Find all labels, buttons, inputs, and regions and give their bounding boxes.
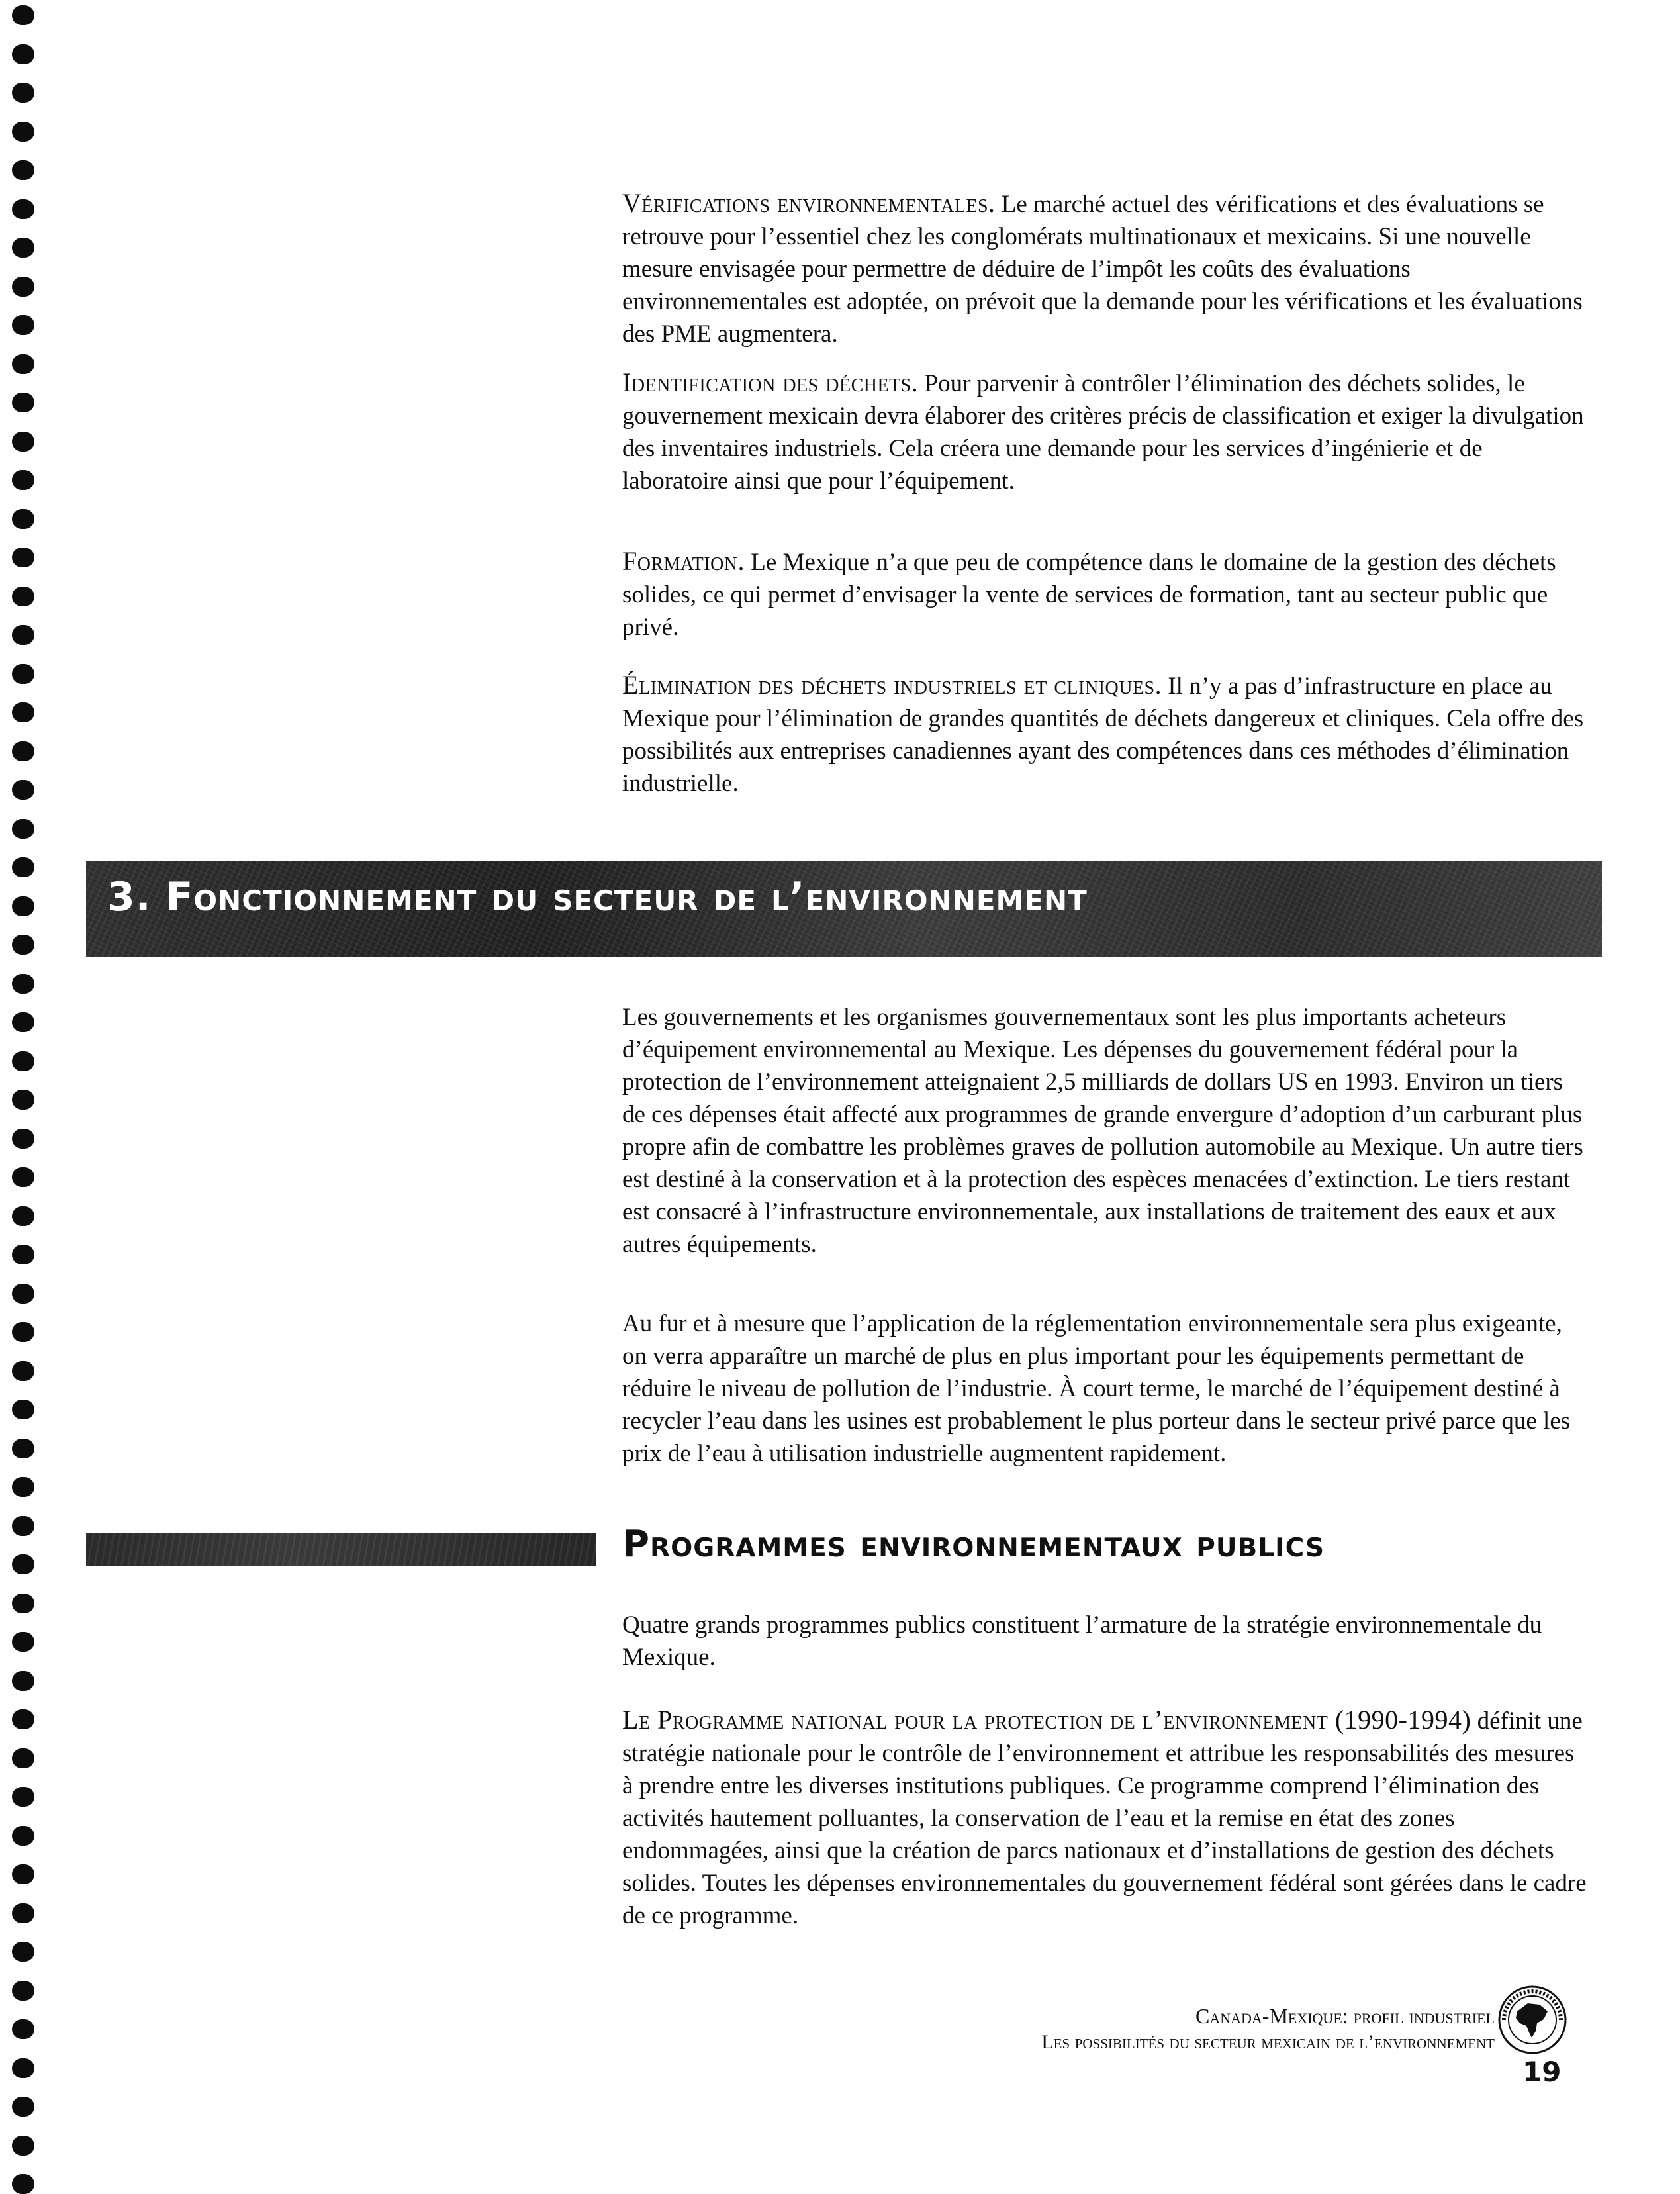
north-america-seal-icon <box>1497 1985 1567 2055</box>
binding-hole <box>12 1554 34 1574</box>
section-body: Il n’y a pas d’infrastructure en place au Mexique pour l’élimination de grandes quantités de déchets dangereux et cliniques. Cela offre des possibilités aux entreprises canadiennes ayant des compétences dans ces méthodes d’élimination industrielle. <box>622 673 1584 797</box>
binding-hole <box>12 1981 34 2001</box>
binding-hole <box>12 1361 34 1381</box>
binding-hole <box>12 1516 34 1536</box>
binding-hole <box>12 354 34 374</box>
binding-hole <box>12 1709 34 1729</box>
binding-hole <box>12 1167 34 1187</box>
binding-hole <box>12 1322 34 1342</box>
section3-paragraph-1: Les gouvernements et les organismes gouvernementaux sont les plus importants acheteurs d’équipement environnemental au Mexique. Les dépenses du gouvernement fédéral pour la protection de l’environnement atteignaient 2,5 milliards de dollars US en 1993. Environ un tiers de ces dépenses était affecté aux programmes de grande envergure d’adoption d’un carburant plus propre afin de combattre les problèmes graves de pollution automobile au Mexique. Un autre tiers est destiné à la conservation et à la protection des espèces menacées d’extinction. Le tiers restant est consacré à l’infrastructure environnementale, aux installations de traitement des eaux et aux autres équipements. <box>622 1004 1583 1258</box>
binding-hole <box>12 1206 34 1226</box>
binding-hole <box>12 2019 34 2039</box>
top-sections <box>622 187 1589 350</box>
binding-hole <box>12 819 34 839</box>
binding-hole <box>12 1632 34 1652</box>
binding-hole <box>12 896 34 916</box>
binding-hole <box>12 2136 34 2156</box>
footer-title: Canada-Mexique: profil industriel <box>1195 2004 1495 2028</box>
section-verifications <box>622 187 1589 350</box>
binding-hole <box>12 780 34 800</box>
binding-hole <box>12 83 34 103</box>
binding-hole <box>12 1748 34 1768</box>
binding-hole <box>12 625 34 645</box>
binding-hole <box>12 277 34 297</box>
binding-hole <box>12 1284 34 1304</box>
binding-hole <box>12 1477 34 1497</box>
binding-hole <box>12 1864 34 1884</box>
binding-hole <box>12 587 34 606</box>
binding-hole <box>12 315 34 335</box>
section-lead: Identification des déchets. <box>622 367 919 397</box>
binding-hole <box>12 1400 34 1419</box>
section-lead: Vérifications environnementales. <box>622 188 996 218</box>
section-formation <box>622 545 1589 644</box>
binding-hole <box>12 741 34 761</box>
binding-hole <box>12 2058 34 2078</box>
chapter-banner <box>86 861 1602 957</box>
binding-hole <box>12 1129 34 1149</box>
binding-hole <box>12 470 34 490</box>
binding-hole <box>12 1090 34 1110</box>
binding-hole <box>12 5 34 25</box>
binding-hole <box>12 1787 34 1807</box>
section-lead: Élimination des déchets industriels et cliniques. <box>622 670 1162 700</box>
binding-hole <box>12 1942 34 1962</box>
binding-hole <box>12 664 34 684</box>
binding-hole <box>12 1671 34 1691</box>
subsection-paragraph <box>622 1703 1589 1932</box>
binding-hole <box>12 1594 34 1613</box>
binding-hole <box>12 432 34 452</box>
binding-hole <box>12 974 34 994</box>
section-identification <box>622 366 1589 497</box>
binding-hole <box>12 238 34 258</box>
binding-hole <box>12 548 34 567</box>
binding-hole <box>12 2097 34 2117</box>
program-lead: Le Programme national pour la protection de l’environnement (1990-1994) <box>622 1705 1471 1735</box>
spiral-binding <box>0 0 53 2190</box>
subsection-bar <box>86 1533 596 1566</box>
binding-hole <box>12 857 34 877</box>
section-body: Pour parvenir à contrôler l’élimination des déchets solides, le gouvernement mexicain devra élaborer des critères précis de classification et exiger la divulgation des inventaires industriels. Cela créera une demande pour les services d’ingénierie et de laboratoire ainsi que pour l’équipement. <box>622 370 1584 495</box>
section-elimination <box>622 669 1589 800</box>
binding-hole <box>12 160 34 180</box>
binding-hole <box>12 44 34 64</box>
binding-hole <box>12 1903 34 1923</box>
subsection-title: Programmes environnementaux publics <box>622 1523 1325 1566</box>
chapter-title: 3. Fonctionnement du secteur de l’environnement <box>107 874 1088 920</box>
binding-hole <box>12 1439 34 1458</box>
binding-hole <box>12 1826 34 1846</box>
binding-hole <box>12 1012 34 1032</box>
subsection-intro: Quatre grands programmes publics constituent l’armature de la stratégie environnementale du Mexique. <box>622 1611 1542 1671</box>
binding-hole <box>12 1245 34 1264</box>
binding-hole <box>12 702 34 722</box>
program-body: définit une stratégie nationale pour le contrôle de l’environnement et attribue les responsabilités des mesures à prendre entre les diverses institutions publiques. Ce programme comprend l’élimination des activités hautement polluantes, la conservation de l’eau et la remise en état des zones endommagées, ainsi que la création de parcs nationaux et d’installations de gestion des déchets solides. Toutes les dépenses environnementales du gouvernement fédéral sont gérées dans le cadre de ce programme. <box>622 1707 1587 1929</box>
footer-subtitle: Les possibilités du secteur mexicain de l’environnement <box>1041 2031 1495 2053</box>
binding-hole <box>12 2174 34 2194</box>
section-lead: Formation. <box>622 546 745 576</box>
section-body: Le marché actuel des vérifications et des évaluations se retrouve pour l’essentiel chez les conglomérats multinationaux et mexicains. Si une nouvelle mesure envisagée pour permettre de déduire de l’impôt les coûts des évaluations environnementales est adoptée, on prévoit que la demande pour les vérifications et les évaluations des PME augmentera. <box>622 191 1583 348</box>
section3-paragraph-2: Au fur et à mesure que l’application de la réglementation environnementale sera plus exigeante, on verra apparaître un marché de plus en plus important pour les équipements permettant de réduire le niveau de pollution de l’industrie. À court terme, le marché de l’équipement destiné à recycler l’eau dans les usines est probablement le plus porteur dans le secteur privé parce que les prix de l’eau à utilisation industrielle augmentent rapidement. <box>622 1310 1571 1467</box>
binding-hole <box>12 509 34 529</box>
page-footer <box>1041 2003 1495 2056</box>
binding-hole <box>12 1051 34 1071</box>
section-body: Le Mexique n’a que peu de compétence dans le domaine de la gestion des déchets solides, ce qui permet d’envisager la vente de services de formation, tant au secteur public que privé. <box>622 549 1556 641</box>
binding-hole <box>12 935 34 955</box>
binding-hole <box>12 393 34 412</box>
page-number: 19 <box>1522 2056 1562 2088</box>
binding-hole <box>12 199 34 219</box>
binding-hole <box>12 122 34 142</box>
